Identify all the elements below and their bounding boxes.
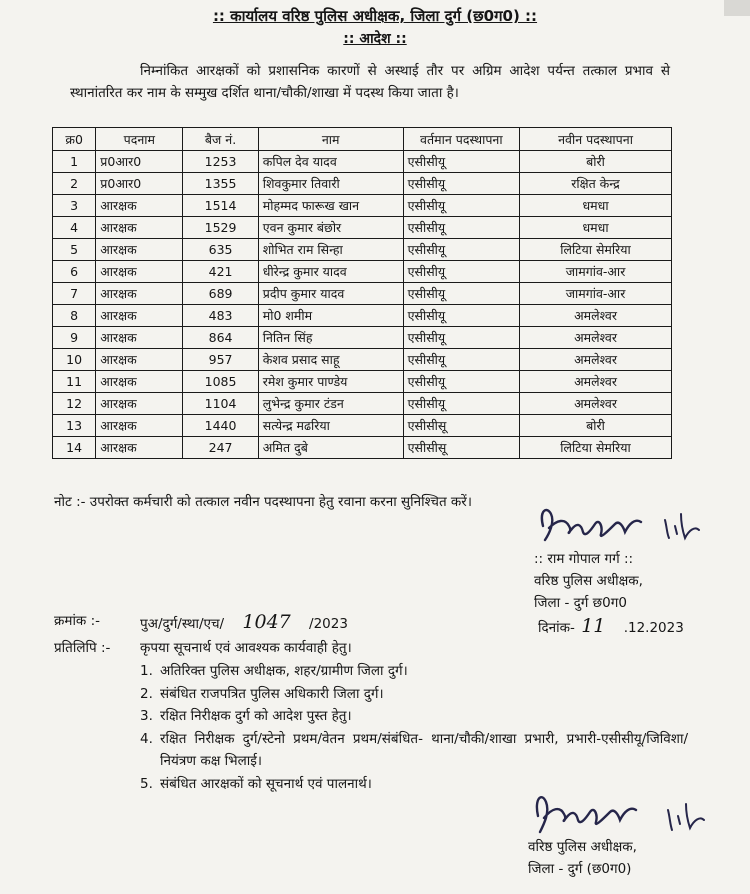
cell-badge: 635 [183,239,258,261]
cell-current-posting: एसीसीयू [403,217,519,239]
cell-designation: आरक्षक [96,415,183,437]
signatory-block [534,548,643,614]
dinank-day: 11 [581,615,606,637]
table-row [53,437,672,459]
cell-serial: 4 [53,217,96,239]
cell-designation: प्र0आर0 [96,173,183,195]
cell-badge: 247 [183,437,258,459]
col-designation: पदनाम [96,128,183,151]
list-item-text: रक्षित निरीक्षक दुर्ग को आदेश पुस्त हेतु। [160,708,352,724]
cell-name: लुभेन्द्र कुमार टंडन [258,393,403,415]
list-item-number: 5. [140,775,153,792]
signatory-name: :: राम गोपाल गर्ग :: [534,551,634,567]
cell-new-posting: जामगांव-आर [520,261,672,283]
signatory-designation: वरिष्ठ पुलिस अधीक्षक, [534,573,643,589]
cell-new-posting: अमलेश्वर [520,393,672,415]
intro-paragraph: निम्नांकित आरक्षकों को प्रशासनिक कारणों से अस्थाई तौर पर अग्रिम आदेश पर्यन्त तत्काल प्रभाव से स्थानांतरित कर नाम के सम्मुख दर्शित थाना/चौकी/शाखा में पदस्थ किया जाता है। [70,63,670,101]
cell-designation: आरक्षक [96,239,183,261]
cell-name: सत्येन्द्र मढरिया [258,415,403,437]
table-row [53,195,672,217]
cell-new-posting: अमलेश्वर [520,327,672,349]
cell-current-posting: एसीसीयू [403,283,519,305]
cell-badge: 1355 [183,173,258,195]
cell-serial: 6 [53,261,96,283]
col-serial: क्र0 [53,128,96,151]
cell-current-posting: एसीसीयू [403,305,519,327]
table-row [53,151,672,173]
cell-serial: 7 [53,283,96,305]
cell-name: एवन कुमार बंछोर [258,217,403,239]
cell-designation: आरक्षक [96,283,183,305]
col-badge: बैज नं. [183,128,258,151]
cell-designation: आरक्षक [96,349,183,371]
cell-new-posting: जामगांव-आर [520,283,672,305]
dinank-label: दिनांक- [538,620,575,636]
cell-name: प्रदीप कुमार यादव [258,283,403,305]
cell-name: मोहम्मद फारूख खान [258,195,403,217]
col-new-posting: नवीन पदस्थापना [520,128,672,151]
cell-current-posting: एसीसीयू [403,327,519,349]
cell-serial: 5 [53,239,96,261]
cell-serial: 3 [53,195,96,217]
cell-serial: 12 [53,393,96,415]
cell-current-posting: एसीसीयू [403,261,519,283]
cell-new-posting: अमलेश्वर [520,349,672,371]
cell-serial: 2 [53,173,96,195]
cell-current-posting: एसीसीयू [403,239,519,261]
list-item-text: रक्षित निरीक्षक दुर्ग/स्टेनो प्रथम/वेतन प्रथम/संबंधित- थाना/चौकी/शाखा प्रभारी, प्रभारी-एसीसीयू/जिविशा/नियंत्रण कक्ष भिलाई। [160,730,688,769]
cell-new-posting: रक्षित केन्द्र [520,173,672,195]
kramank-year: /2023 [309,616,348,632]
cell-current-posting: एसीसीयू [403,349,519,371]
table-row [53,283,672,305]
table-row [53,371,672,393]
list-item [140,728,688,773]
cell-name: केशव प्रसाद साहू [258,349,403,371]
distribution-list [140,660,688,795]
office-heading: :: कार्यालय वरिष्ठ पुलिस अधीक्षक, जिला दुर्ग (छ0ग0) :: [212,7,538,25]
cell-badge: 1440 [183,415,258,437]
list-item-text: अतिरिक्त पुलिस अधीक्षक, शहर/ग्रामीण जिला दुर्ग। [160,663,408,679]
cell-current-posting: एसीसीसू [403,415,519,437]
col-name: नाम [258,128,403,151]
cell-badge: 864 [183,327,258,349]
footer-signatory-block [528,836,637,880]
list-item [140,705,688,728]
cell-designation: आरक्षक [96,261,183,283]
table-row [53,239,672,261]
cell-designation: आरक्षक [96,217,183,239]
cell-new-posting: लिटिया सेमरिया [520,239,672,261]
footer-district: जिला - दुर्ग (छ0ग0) [528,861,632,877]
order-heading: :: आदेश :: [343,31,407,47]
signatory-district: जिला - दुर्ग छ0ग0 [534,595,627,611]
list-item [140,660,688,683]
list-item-text: संबंधित राजपत्रित पुलिस अधिकारी जिला दुर्ग। [160,685,384,702]
cell-serial: 13 [53,415,96,437]
cell-name: शिवकुमार तिवारी [258,173,403,195]
cell-designation: आरक्षक [96,437,183,459]
footer-designation: वरिष्ठ पुलिस अधीक्षक, [528,839,637,855]
dinank [538,615,684,637]
cell-serial: 1 [53,151,96,173]
cell-badge: 1104 [183,393,258,415]
cell-designation: आरक्षक [96,371,183,393]
list-item-number: 1. [140,663,153,679]
table-row [53,393,672,415]
table-row [53,217,672,239]
transfer-table [52,127,672,459]
cell-serial: 10 [53,349,96,371]
kramank-label: क्रमांक :- [54,613,101,629]
table-header-row [53,128,672,151]
cell-badge: 957 [183,349,258,371]
pratilipi-label: प्रतिलिपि :- [54,640,111,656]
col-current-posting: वर्तमान पदस्थापना [403,128,519,151]
list-item-text: संबंधित आरक्षकों को सूचनार्थ एवं पालनार्थ। [160,775,372,792]
cell-badge: 689 [183,283,258,305]
cell-designation: आरक्षक [96,305,183,327]
table-row [53,415,672,437]
cell-name: नितिन सिंह [258,327,403,349]
cell-current-posting: एसीसीसू [403,437,519,459]
cell-new-posting: अमलेश्वर [520,305,672,327]
table-row [53,305,672,327]
pratilipi-text: कृपया सूचनार्थ एवं आवश्यक कार्यवाही हेतु। [140,640,352,656]
cell-name: कपिल देव यादव [258,151,403,173]
dinank-rest: .12.2023 [623,620,684,636]
list-item-number: 3. [140,708,153,724]
cell-serial: 14 [53,437,96,459]
kramank-value [140,611,348,633]
list-item-number: 2. [140,685,153,702]
table-row [53,261,672,283]
cell-current-posting: एसीसीयू [403,151,519,173]
cell-designation: आरक्षक [96,327,183,349]
list-item-number: 4. [140,730,153,747]
cell-serial: 11 [53,371,96,393]
cell-badge: 1253 [183,151,258,173]
cell-new-posting: लिटिया सेमरिया [520,437,672,459]
cell-badge: 421 [183,261,258,283]
cell-name: धीरेन्द्र कुमार यादव [258,261,403,283]
cell-current-posting: एसीसीयू [403,371,519,393]
list-item [140,683,688,706]
cell-name: रमेश कुमार पाण्डेय [258,371,403,393]
table-row [53,327,672,349]
cell-new-posting: बोरी [520,415,672,437]
cell-badge: 1085 [183,371,258,393]
cell-new-posting: अमलेश्वर [520,371,672,393]
cell-designation: आरक्षक [96,393,183,415]
cell-badge: 1529 [183,217,258,239]
cell-name: अमित दुबे [258,437,403,459]
cell-current-posting: एसीसीयू [403,173,519,195]
cell-serial: 9 [53,327,96,349]
cell-designation: प्र0आर0 [96,151,183,173]
cell-current-posting: एसीसीयू [403,393,519,415]
kramank-prefix: पुअ/दुर्ग/स्था/एच/ [140,616,225,632]
signature-mark-bottom [528,786,728,838]
table-row [53,349,672,371]
table-row [53,173,672,195]
cell-badge: 483 [183,305,258,327]
cell-new-posting: धमधा [520,217,672,239]
cell-badge: 1514 [183,195,258,217]
cell-new-posting: बोरी [520,151,672,173]
cell-new-posting: धमधा [520,195,672,217]
table-body [53,151,672,459]
cell-designation: आरक्षक [96,195,183,217]
cell-name: शोभित राम सिन्हा [258,239,403,261]
kramank-number: 1047 [242,611,291,633]
cell-name: मो0 शमीम [258,305,403,327]
cell-serial: 8 [53,305,96,327]
note-text: नोट :- उपरोक्त कर्मचारी को तत्काल नवीन पदस्थापना हेतु रवाना करना सुनिश्चित करें। [54,494,472,510]
cell-current-posting: एसीसीयू [403,195,519,217]
signature-mark [535,500,725,548]
